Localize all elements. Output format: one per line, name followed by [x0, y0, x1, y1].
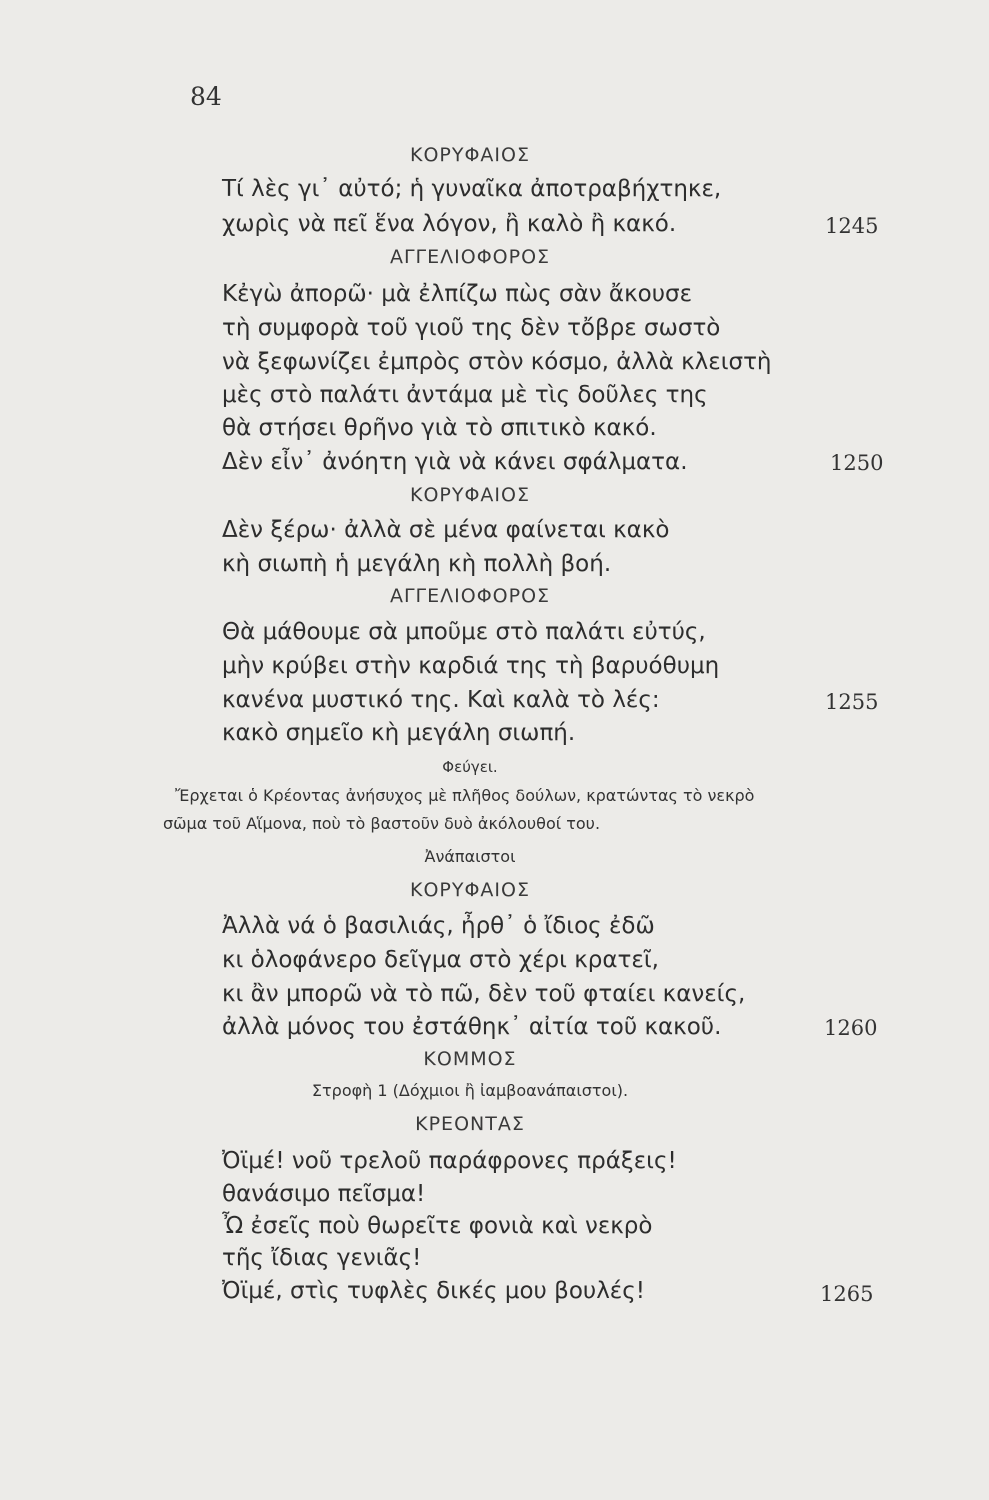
line-number: 1260	[824, 1016, 878, 1040]
verse-line: Δὲν εἶν᾽ ἀνόητη γιὰ νὰ κάνει σφάλματα.	[222, 449, 688, 475]
verse-line: τῆς ἴδιας γενιᾶς!	[222, 1245, 422, 1271]
speaker-angeliophoros: ΑΓΓΕΛΙΟΦΟΡΟΣ	[389, 585, 551, 607]
verse-line: κακὸ σημεῖο κὴ μεγάλη σιωπή.	[222, 720, 576, 746]
stage-anapaest: Ἀνάπαιστοι	[424, 847, 516, 866]
line-number: 1245	[825, 214, 879, 238]
verse-line: Θὰ μάθουμε σὰ μποῦμε στὸ παλάτι εὐτύς,	[222, 619, 706, 645]
stage-direction: Ἔρχεται ὁ Κρέοντας ἀνήσυχος μὲ πλῆθος δούλων, κρατώντας τὸ νεκρὸ	[175, 786, 755, 805]
verse-line: ἀλλὰ μόνος του ἐστάθηκ᾽ αἰτία τοῦ κακοῦ.	[222, 1014, 722, 1040]
verse-line: νὰ ξεφωνίζει ἐμπρὸς στὸν κόσμο, ἀλλὰ κλειστὴ	[222, 349, 772, 375]
heading-kommos: ΚΟΜΜΟΣ	[423, 1048, 517, 1070]
verse-line: Δὲν ξέρω· ἀλλὰ σὲ μένα φαίνεται κακὸ	[222, 517, 670, 543]
speaker-koryfaios: ΚΟΡΥΦΑΙΟΣ	[410, 879, 530, 901]
verse-line: θανάσιμο πεῖσμα!	[222, 1181, 426, 1207]
verse-line: κὴ σιωπὴ ἡ μεγάλη κὴ πολλὴ βοή.	[222, 551, 612, 577]
verse-line: κι ὁλοφάνερο δεῖγμα στὸ χέρι κρατεῖ,	[222, 947, 659, 973]
line-number: 1265	[820, 1282, 874, 1306]
verse-line: Ὀϊμέ, στὶς τυφλὲς δικές μου βουλές!	[222, 1278, 645, 1304]
page-number: 84	[190, 82, 222, 111]
speaker-koryfaios: ΚΟΡΥΦΑΙΟΣ	[410, 144, 530, 166]
verse-line: μὴν κρύβει στὴν καρδιά της τὴ βαρυόθυμη	[222, 653, 720, 679]
verse-line: χωρὶς νὰ πεῖ ἕνα λόγον, ἢ καλὸ ἢ κακό.	[222, 211, 677, 237]
stage-direction: σῶμα τοῦ Αἵμονα, ποὺ τὸ βαστοῦν δυὸ ἀκόλουθοί του.	[163, 814, 601, 833]
verse-line: Ὦ ἐσεῖς ποὺ θωρεῖτε φονιὰ καὶ νεκρὸ	[222, 1213, 653, 1239]
verse-line: κανένα μυστικό της. Καὶ καλὰ τὸ λές:	[222, 687, 660, 713]
speaker-kreontas: ΚΡΕΟΝΤΑΣ	[415, 1113, 525, 1135]
verse-line: Κἐγὼ ἀπορῶ· μὰ ἐλπίζω πὼς σὰν ἄκουσε	[222, 281, 693, 307]
speaker-angeliophoros: ΑΓΓΕΛΙΟΦΟΡΟΣ	[389, 246, 551, 268]
speaker-koryfaios: ΚΟΡΥΦΑΙΟΣ	[410, 484, 530, 506]
verse-line: μὲς στὸ παλάτι ἀντάμα μὲ τὶς δοῦλες της	[222, 382, 708, 408]
verse-line: Ὀϊμέ! νοῦ τρελοῦ παράφρονες πράξεις!	[222, 1148, 677, 1174]
verse-line: κι ἂν μπορῶ νὰ τὸ πῶ, δὲν τοῦ φταίει κανείς,	[222, 981, 746, 1007]
strophe-label: Στροφὴ 1 (Δόχμιοι ἢ ἰαμβοανάπαιστοι).	[311, 1081, 629, 1100]
line-number: 1255	[825, 690, 879, 714]
verse-line: θὰ στήσει θρῆνο γιὰ τὸ σπιτικὸ κακό.	[222, 415, 657, 441]
verse-line: Τί λὲς γι᾽ αὐτό; ἡ γυναῖκα ἀποτραβήχτηκε,	[222, 176, 722, 202]
verse-line: τὴ συμφορὰ τοῦ γιοῦ της δὲν τὄβρε σωστὸ	[222, 315, 721, 341]
stage-exit: Φεύγει.	[442, 758, 498, 776]
line-number: 1250	[830, 451, 884, 475]
verse-line: Ἀλλὰ νά ὁ βασιλιάς, ἦρθ᾽ ὁ ἴδιος ἐδῶ	[222, 913, 655, 939]
